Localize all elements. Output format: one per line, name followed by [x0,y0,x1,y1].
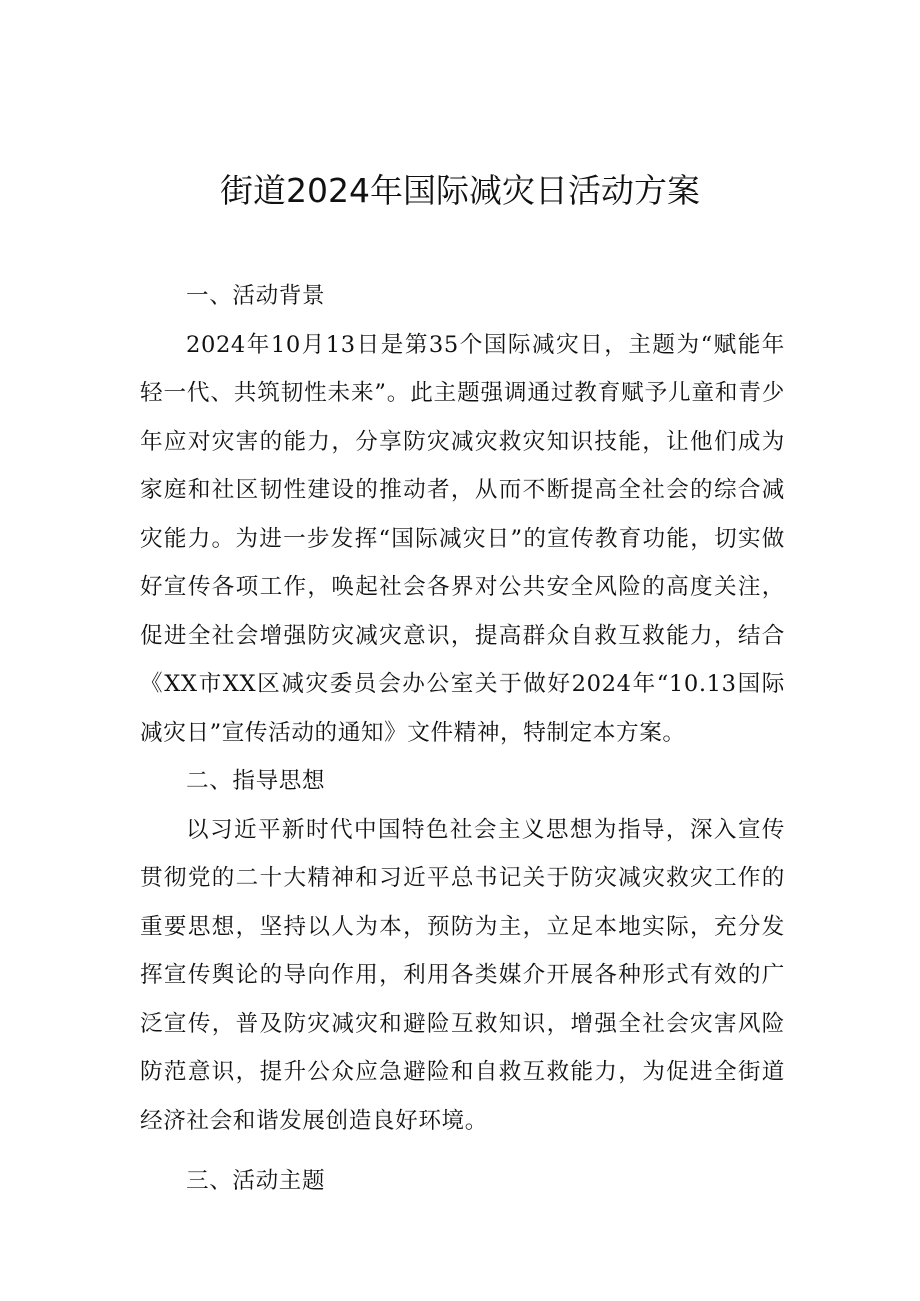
paragraph-guiding-ideology: 以习近平新时代中国特色社会主义思想为指导，深入宣传贯彻党的二十大精神和习近平总书记关于防灾减灾救灾工作的重要思想，坚持以人为本，预防为主，立足本地实际，充分发挥宣传舆论的导向作用，利用各类媒介开展各种形式有效的广泛宣传，普及防灾减灾和避险互救知识，增强全社会灾害风险防范意识，提升公众应急避险和自救互救能力，为促进全街道经济社会和谐发展创造良好环境。 [140,816,785,1134]
document-title: 街道2024年国际减灾日活动方案 [220,171,700,210]
section-heading-guiding-ideology: 二、指导思想 [186,768,326,794]
document-body [140,272,785,1206]
section-spacer [140,1145,785,1157]
section-heading-background: 一、活动背景 [186,283,326,309]
section-heading-activity-theme: 三、活动主题 [186,1168,326,1194]
paragraph-background: 2024年10月13日是第35个国际减灾日，主题为“赋能年轻一代、共筑韧性未来”。此主题强调通过教育赋予儿童和青少年应对灾害的能力，分享防灾减灾救灾知识技能，让他们成为家庭和社区韧性建设的推动者，从而不断提高全社会的综合减灾能力。为进一步发挥“国际减灾日”的宣传教育功能，切实做好宣传各项工作，唤起社会各界对公共安全风险的高度关注，促进全社会增强防灾减灾意识，提高群众自救互救能力，结合《XX市XX区减灾委员会办公室关于做好2024年“10.13国际减灾日”宣传活动的通知》文件精神，特制定本方案。 [140,331,785,746]
